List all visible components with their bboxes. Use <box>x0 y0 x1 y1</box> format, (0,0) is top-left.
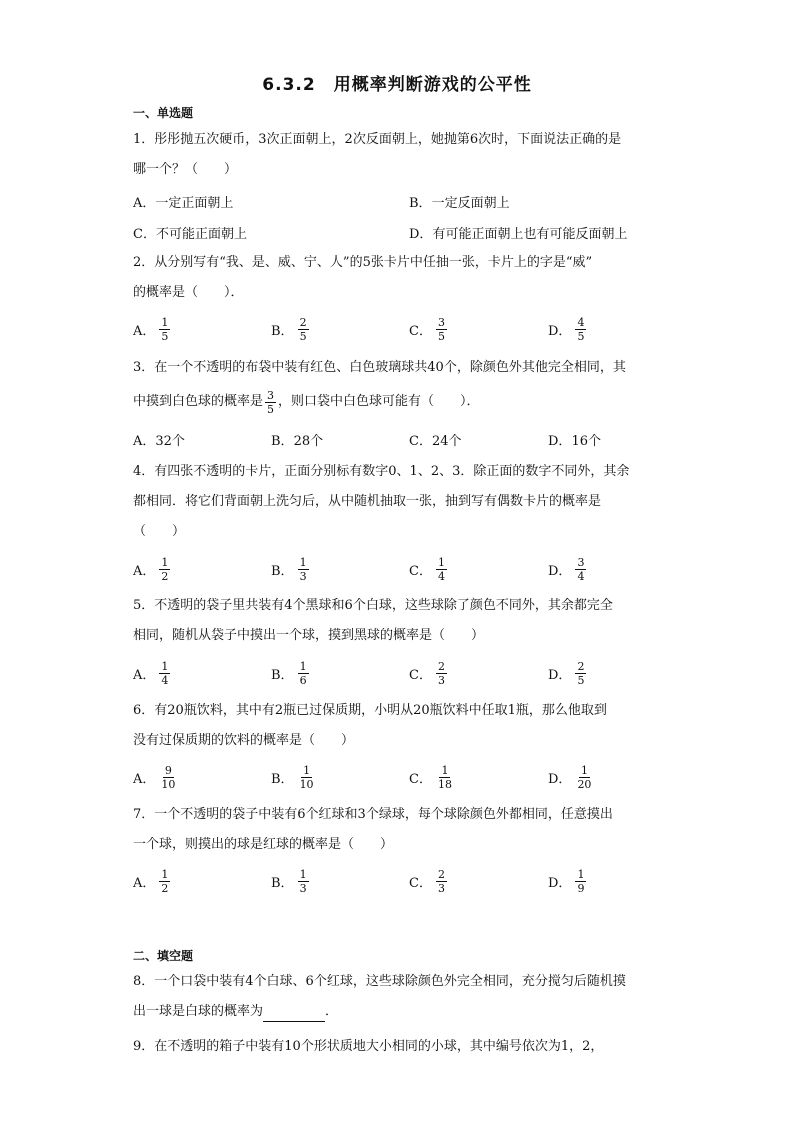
option-d[interactable] <box>548 656 586 690</box>
numerator: 2 <box>577 659 585 673</box>
question-7-options <box>133 864 693 898</box>
section-heading-choice: 一、单选题 <box>133 106 194 120</box>
fraction <box>298 764 316 791</box>
option-label: D． <box>548 563 572 579</box>
denominator: 5 <box>267 402 275 416</box>
option-a[interactable] <box>133 422 185 456</box>
denominator: 3 <box>299 881 307 895</box>
option-a[interactable] <box>133 552 170 586</box>
denominator: 4 <box>577 569 585 583</box>
question-5-options <box>133 656 693 690</box>
fraction <box>436 868 447 895</box>
option-d[interactable] <box>409 215 627 249</box>
denominator: 20 <box>577 777 592 791</box>
question-7-line-1: 7．一个不透明的袋子中装有6个红球和3个绿球，每个球除颜色外都相同，任意摸出 <box>133 807 613 822</box>
option-label: C． <box>409 323 432 339</box>
fraction <box>436 556 447 583</box>
denominator: 2 <box>161 881 169 895</box>
question-4-options <box>133 552 693 586</box>
denominator: 4 <box>161 673 169 687</box>
option-label: A． <box>133 433 156 449</box>
denominator: 9 <box>577 881 585 895</box>
numerator: 1 <box>161 867 169 881</box>
fraction <box>575 556 586 583</box>
denominator: 3 <box>437 881 445 895</box>
option-text: 24个 <box>431 433 462 449</box>
fraction <box>436 660 447 687</box>
option-label: D． <box>548 433 572 449</box>
option-label: C． <box>409 875 432 891</box>
question-3-options <box>133 422 693 456</box>
denominator: 5 <box>161 329 169 343</box>
question-2-line-1: 2．从分别写有“我、是、威、宁、人”的5张卡片中任抽一张，卡片上的字是“威” <box>133 255 593 270</box>
option-d[interactable] <box>548 422 601 456</box>
option-c[interactable] <box>409 864 447 898</box>
fraction <box>575 868 586 895</box>
option-a[interactable] <box>133 760 177 794</box>
denominator: 5 <box>577 329 585 343</box>
option-label: D． <box>548 771 572 787</box>
option-a[interactable] <box>133 312 170 346</box>
option-a[interactable] <box>133 184 233 218</box>
option-d[interactable] <box>548 760 593 794</box>
option-d[interactable] <box>548 864 586 898</box>
numerator: 2 <box>299 315 307 329</box>
question-8-text-before: 出一球是白球的概率为 <box>133 1004 264 1019</box>
question-5-line-1: 5．不透明的袋子里共装有4个黑球和6个白球，这些球除了颜色不同外，其余都完全 <box>133 598 613 613</box>
answer-blank[interactable] <box>263 1007 325 1022</box>
denominator: 6 <box>299 673 307 687</box>
option-label: A． <box>133 875 156 891</box>
numerator: 2 <box>437 867 445 881</box>
numerator: 1 <box>161 555 169 569</box>
option-label: D． <box>548 323 572 339</box>
option-label: B． <box>271 875 294 891</box>
fraction <box>436 316 447 343</box>
numerator: 3 <box>267 388 275 402</box>
option-label: B． <box>271 323 294 339</box>
denominator: 3 <box>437 673 445 687</box>
option-b[interactable] <box>271 760 316 794</box>
option-c[interactable] <box>409 760 454 794</box>
option-label: B． <box>271 563 294 579</box>
denominator: 4 <box>437 569 445 583</box>
option-b[interactable] <box>271 422 323 456</box>
fraction <box>159 556 170 583</box>
question-4-line-1: 4．有四张不透明的卡片，正面分别标有数字0、1、2、3．除正面的数字不同外，其余 <box>133 464 630 479</box>
option-text: 32个 <box>155 433 185 449</box>
question-8-text-after: ． <box>325 1004 339 1019</box>
question-7-line-2: 一个球，则摸出的球是红球的概率是（ ） <box>133 837 394 852</box>
fraction <box>298 556 309 583</box>
option-text: 一定正面朝上 <box>155 195 234 211</box>
numerator: 1 <box>299 659 307 673</box>
numerator: 1 <box>580 763 588 777</box>
option-b[interactable] <box>271 552 309 586</box>
fraction <box>575 764 593 791</box>
option-text: 28个 <box>293 433 324 449</box>
option-c[interactable] <box>409 312 447 346</box>
option-b[interactable] <box>271 864 309 898</box>
option-label: A． <box>133 563 156 579</box>
option-label: B． <box>271 433 294 449</box>
denominator: 5 <box>577 673 585 687</box>
question-6-line-2: 没有过保质期的饮料的概率是（ ） <box>133 733 355 748</box>
option-text: 16个 <box>571 433 601 449</box>
numerator: 1 <box>161 659 169 673</box>
option-c[interactable] <box>409 422 462 456</box>
option-d[interactable] <box>548 312 586 346</box>
numerator: 1 <box>577 867 585 881</box>
section-heading-fill: 二、填空题 <box>133 949 194 963</box>
fraction <box>159 764 177 791</box>
numerator: 1 <box>303 763 311 777</box>
option-a[interactable] <box>133 656 170 690</box>
fraction <box>575 660 586 687</box>
denominator: 3 <box>299 569 307 583</box>
option-label: C． <box>409 667 432 683</box>
numerator: 1 <box>441 763 449 777</box>
fraction <box>298 316 309 343</box>
denominator: 18 <box>437 777 452 791</box>
numerator: 1 <box>299 867 307 881</box>
question-6-line-1: 6．有20瓶饮料，其中有2瓶已过保质期，小明从20瓶饮料中任取1瓶，那么他取到 <box>133 703 607 718</box>
question-1-options-row-2 <box>133 215 693 249</box>
option-label: C． <box>409 563 432 579</box>
option-label: A． <box>133 323 156 339</box>
fraction <box>575 316 586 343</box>
denominator: 10 <box>161 777 176 791</box>
fraction <box>159 660 170 687</box>
question-4-line-2: 都相同．将它们背面朝上洗匀后，从中随机抽取一张，抽到写有偶数卡片的概率是 <box>133 494 602 509</box>
option-label: B． <box>271 667 294 683</box>
numerator: 1 <box>437 555 445 569</box>
numerator: 3 <box>437 315 445 329</box>
option-label: B． <box>271 771 294 787</box>
option-b[interactable] <box>409 184 510 218</box>
denominator: 2 <box>161 569 169 583</box>
fraction <box>265 389 276 416</box>
option-label: A． <box>133 667 156 683</box>
question-5-line-2: 相同，随机从袋子中摸出一个球，摸到黑球的概率是（ ） <box>133 628 485 643</box>
option-a[interactable] <box>133 864 170 898</box>
fraction <box>298 868 309 895</box>
option-text: 有可能正面朝上也有可能反面朝上 <box>432 226 628 242</box>
numerator: 9 <box>164 763 172 777</box>
option-c[interactable] <box>409 552 447 586</box>
fraction <box>298 660 309 687</box>
option-c[interactable] <box>133 215 247 249</box>
question-1-line-2: 哪一个？（ ） <box>133 162 238 177</box>
option-text: 一定反面朝上 <box>431 195 510 211</box>
option-label: A． <box>133 195 156 211</box>
option-label: D． <box>548 667 572 683</box>
option-b[interactable] <box>271 656 309 690</box>
denominator: 5 <box>299 329 307 343</box>
question-9-line-1: 9．在不透明的箱子中装有10个形状质地大小相同的小球，其中编号依次为1，2， <box>133 1039 604 1054</box>
question-6-options <box>133 760 693 794</box>
question-4-line-3: （ ） <box>133 524 186 539</box>
option-b[interactable] <box>271 312 309 346</box>
option-label: C． <box>409 433 432 449</box>
numerator: 1 <box>161 315 169 329</box>
fraction <box>159 316 170 343</box>
fraction <box>436 764 454 791</box>
option-label: B． <box>409 195 432 211</box>
option-label: D． <box>548 875 572 891</box>
denominator: 10 <box>299 777 314 791</box>
option-label: D． <box>409 226 433 242</box>
fraction <box>159 868 170 895</box>
numerator: 1 <box>299 555 307 569</box>
question-2-line-2: 的概率是（ ）． <box>133 285 244 300</box>
numerator: 3 <box>577 555 585 569</box>
question-3-text-after: ，则口袋中白色球可能有（ ）． <box>278 394 480 409</box>
option-c[interactable] <box>409 656 447 690</box>
option-label: A． <box>133 771 156 787</box>
question-1-line-1: 1．彤彤抛五次硬币，3次正面朝上，2次反面朝上，她抛第6次时，下面说法正确的是 <box>133 132 622 147</box>
numerator: 2 <box>437 659 445 673</box>
question-3-line-2 <box>133 385 663 419</box>
question-2-options <box>133 312 693 346</box>
denominator: 5 <box>437 329 445 343</box>
option-label: C． <box>133 226 156 242</box>
question-3-text-before: 中摸到白色球的概率是 <box>133 394 264 409</box>
question-1-options <box>133 184 693 218</box>
question-8-line-1: 8．一个口袋中装有4个白球、6个红球，这些球除颜色外完全相同，充分搅匀后随机摸 <box>133 974 626 989</box>
question-8-line-2 <box>133 1002 663 1022</box>
page-title: 6.3.2 用概率判断游戏的公平性 <box>262 75 532 95</box>
option-text: 不可能正面朝上 <box>155 226 247 242</box>
numerator: 4 <box>577 315 585 329</box>
option-d[interactable] <box>548 552 586 586</box>
question-3-line-1: 3．在一个不透明的布袋中装有红色、白色玻璃球共40个，除颜色外其他完全相同，其 <box>133 360 626 375</box>
option-label: C． <box>409 771 432 787</box>
